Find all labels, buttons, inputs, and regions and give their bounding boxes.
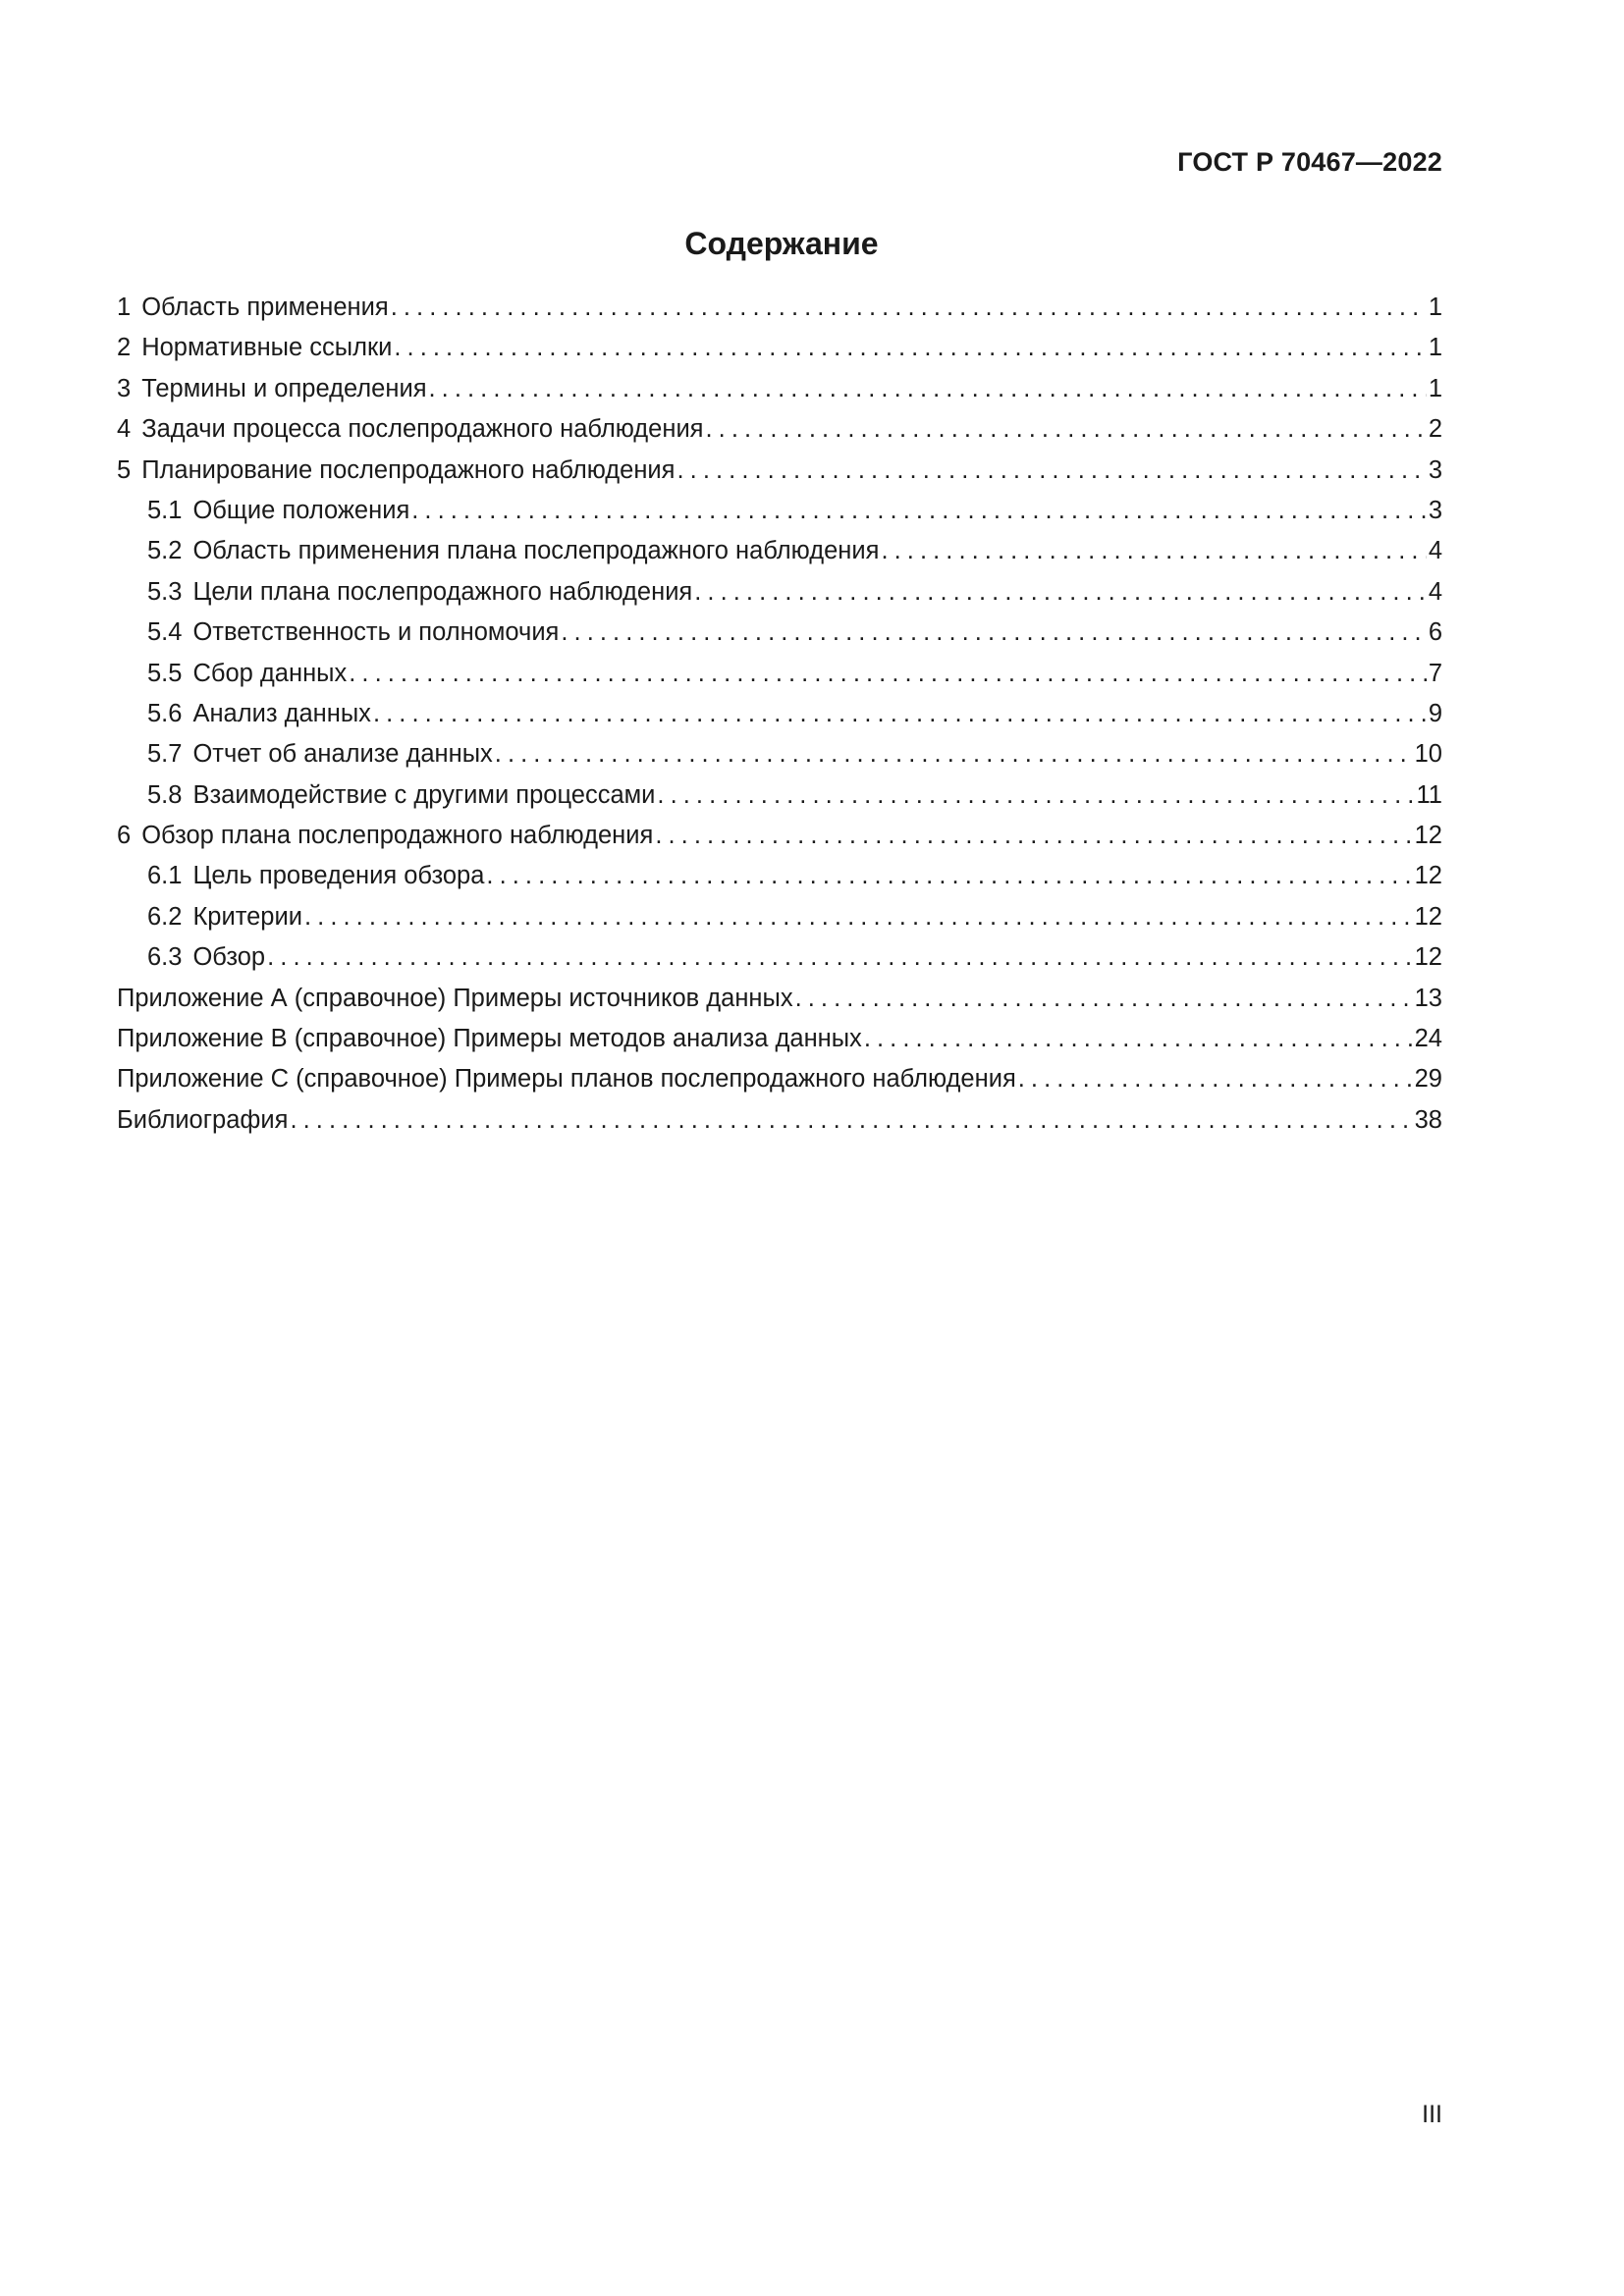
toc-entry[interactable] [117,654,1442,694]
toc-entry-number: 2 [117,334,132,362]
toc-entry-number: 6.2 [147,902,183,931]
toc-entry-label: Приложение С (справочное) Примеры планов послепродажного наблюдения [117,1065,1016,1094]
toc-entry-label: Приложение В (справочное) Примеры методов анализа данных [117,1025,862,1053]
toc-entry-label: Цель проведения обзора [192,862,485,890]
toc-leader-dots [881,531,1426,571]
toc-entry-label: Сбор данных [192,659,348,687]
toc-entry-number: 5.2 [147,537,183,565]
toc-entry[interactable] [117,1059,1442,1099]
toc-entry-number: 5.8 [147,780,183,809]
toc-entry-page: 12 [1414,943,1442,972]
toc-entry-number: 5 [117,455,132,484]
toc-entry[interactable] [117,775,1442,816]
toc-entry-page: 13 [1414,984,1442,1012]
toc-entry[interactable] [117,694,1442,734]
toc-entry[interactable] [117,856,1442,896]
toc-entry-label: Приложение А (справочное) Примеры источников данных [117,984,793,1012]
toc-title: Содержание [684,226,879,261]
toc-entry-page: 6 [1428,618,1442,647]
toc-entry-page: 38 [1414,1105,1442,1134]
toc-leader-dots [411,491,1427,531]
toc-entry-label: Область применения плана послепродажного наблюдения [192,537,880,565]
toc-leader-dots [394,328,1426,368]
toc-entry[interactable] [117,979,1442,1019]
toc-entry-page: 29 [1414,1065,1442,1094]
toc-leader-dots [677,451,1426,491]
toc-entry-number: 1 [117,294,132,321]
toc-leader-dots [495,734,1413,774]
toc-entry-number: 5.7 [147,740,183,769]
toc-entry-label: Библиография [117,1105,289,1134]
toc-entry-number: 6.1 [147,862,183,890]
toc-entry-label: Ответственность и полномочия [192,618,560,647]
toc-entry-page: 9 [1428,699,1442,727]
toc-leader-dots [267,937,1413,978]
toc-entry-number: 5.1 [147,496,183,524]
toc-entry-page: 24 [1414,1025,1442,1053]
toc-leader-dots [561,613,1426,653]
toc-leader-dots [349,654,1427,694]
toc-entry[interactable] [117,491,1442,531]
toc-entry-page: 3 [1428,455,1442,484]
table-of-contents [117,288,1442,1141]
toc-entry-label: Обзор [192,943,266,972]
toc-entry-label: Обзор плана послепродажного наблюдения [141,822,654,850]
toc-entry[interactable] [117,897,1442,937]
toc-leader-dots [795,979,1413,1019]
toc-entry-label: Область применения [141,294,389,321]
toc-entry[interactable] [117,734,1442,774]
toc-entry-label: Задачи процесса послепродажного наблюдения [141,415,704,444]
toc-entry[interactable] [117,613,1442,653]
toc-leader-dots [657,775,1414,816]
toc-leader-dots [304,897,1413,937]
toc-leader-dots [694,572,1427,613]
toc-entry-page: 11 [1416,780,1442,809]
toc-entry[interactable] [117,531,1442,571]
toc-entry-page: 3 [1428,496,1442,524]
toc-entry-label: Общие положения [192,496,410,524]
toc-entry[interactable] [117,937,1442,978]
toc-entry-page: 4 [1428,577,1442,606]
page-number: III [1422,2101,1442,2128]
toc-entry-number: 6 [117,822,132,850]
toc-leader-dots [373,694,1427,734]
toc-entry-label: Планирование послепродажного наблюдения [141,455,676,484]
toc-entry-number: 3 [117,374,132,402]
toc-entry-number: 4 [117,415,132,444]
toc-entry-page: 2 [1428,415,1442,444]
toc-entry-number: 5.4 [147,618,183,647]
toc-entry[interactable] [117,1019,1442,1059]
toc-entry-page: 1 [1428,334,1442,362]
toc-entry[interactable] [117,451,1442,491]
toc-leader-dots [290,1100,1412,1141]
toc-entry-number: 5.3 [147,577,183,606]
toc-entry[interactable] [117,288,1442,328]
toc-entry-label: Анализ данных [192,699,371,727]
toc-leader-dots [864,1019,1413,1059]
toc-entry[interactable] [117,1100,1442,1141]
toc-entry-label: Взаимодействие с другими процессами [192,780,656,809]
toc-entry-number: 5.6 [147,699,183,727]
toc-entry-page: 12 [1414,822,1442,850]
toc-leader-dots [391,288,1427,328]
toc-leader-dots [655,816,1412,856]
toc-leader-dots [706,409,1427,450]
toc-entry-label: Термины и определения [141,374,427,402]
toc-entry[interactable] [117,369,1442,409]
toc-entry-page: 1 [1428,294,1442,321]
toc-entry-label: Нормативные ссылки [141,334,393,362]
toc-entry-label: Критерии [192,902,302,931]
toc-entry[interactable] [117,328,1442,368]
toc-entry-number: 5.5 [147,659,183,687]
toc-entry-label: Цели плана послепродажного наблюдения [192,577,693,606]
toc-entry-page: 12 [1414,902,1442,931]
toc-leader-dots [429,369,1427,409]
standard-code: ГОСТ Р 70467—2022 [1177,147,1442,177]
toc-entry-page: 4 [1428,537,1442,565]
toc-entry-label: Отчет об анализе данных [192,740,493,769]
toc-entry-page: 1 [1428,374,1442,402]
toc-entry-number: 6.3 [147,943,183,972]
toc-leader-dots [1018,1059,1413,1099]
toc-leader-dots [486,856,1412,896]
toc-entry-page: 12 [1414,862,1442,890]
toc-entry[interactable] [117,816,1442,856]
toc-entry[interactable] [117,572,1442,613]
toc-entry[interactable] [117,409,1442,450]
toc-entry-page: 10 [1414,740,1442,769]
toc-entry-page: 7 [1428,659,1442,687]
